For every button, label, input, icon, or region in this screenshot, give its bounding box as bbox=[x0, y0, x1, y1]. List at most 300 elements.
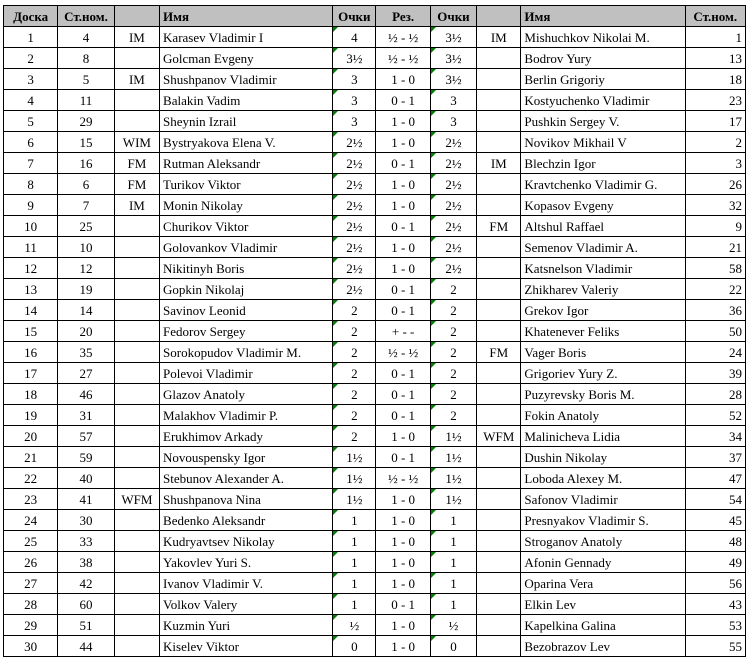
black-player-name: Katsnelson Vladimir bbox=[521, 258, 685, 279]
game-result: 0 - 1 bbox=[376, 153, 430, 174]
white-player-name: Kuzmin Yuri bbox=[160, 615, 333, 636]
white-start-number: 31 bbox=[58, 405, 114, 426]
black-points: 2 bbox=[430, 384, 476, 405]
white-player-name: Sorokopudov Vladimir M. bbox=[160, 342, 333, 363]
black-points: 1½ bbox=[430, 447, 476, 468]
table-body bbox=[4, 27, 746, 657]
white-start-number: 44 bbox=[58, 636, 114, 657]
black-points: 1 bbox=[430, 594, 476, 615]
board-number: 27 bbox=[4, 573, 58, 594]
white-points: 1 bbox=[333, 573, 376, 594]
header-black-start-number: Ст.ном. bbox=[685, 6, 745, 27]
white-points: ½ bbox=[333, 615, 376, 636]
table-row bbox=[4, 489, 746, 510]
game-result: 1 - 0 bbox=[376, 426, 430, 447]
table-row bbox=[4, 237, 746, 258]
black-start-number: 55 bbox=[685, 636, 745, 657]
table-row bbox=[4, 615, 746, 636]
white-points: 1½ bbox=[333, 489, 376, 510]
board-number: 6 bbox=[4, 132, 58, 153]
white-start-number: 6 bbox=[58, 174, 114, 195]
black-start-number: 43 bbox=[685, 594, 745, 615]
table-row bbox=[4, 552, 746, 573]
white-player-name: Savinov Leonid bbox=[160, 300, 333, 321]
white-title bbox=[114, 300, 159, 321]
white-title bbox=[114, 594, 159, 615]
white-player-name: Volkov Valery bbox=[160, 594, 333, 615]
black-start-number: 52 bbox=[685, 405, 745, 426]
white-player-name: Balakin Vadim bbox=[160, 90, 333, 111]
game-result: 0 - 1 bbox=[376, 279, 430, 300]
black-title bbox=[477, 237, 521, 258]
white-player-name: Karasev Vladimir I bbox=[160, 27, 333, 48]
board-number: 14 bbox=[4, 300, 58, 321]
header-result: Рез. bbox=[376, 6, 430, 27]
black-start-number: 50 bbox=[685, 321, 745, 342]
white-points: 2 bbox=[333, 426, 376, 447]
board-number: 11 bbox=[4, 237, 58, 258]
black-points: 1 bbox=[430, 573, 476, 594]
header-board: Доска bbox=[4, 6, 58, 27]
black-title: IM bbox=[477, 27, 521, 48]
black-title bbox=[477, 300, 521, 321]
black-title: IM bbox=[477, 153, 521, 174]
white-start-number: 8 bbox=[58, 48, 114, 69]
black-player-name: Elkin Lev bbox=[521, 594, 685, 615]
white-player-name: Bedenko Aleksandr bbox=[160, 510, 333, 531]
game-result: 0 - 1 bbox=[376, 405, 430, 426]
white-start-number: 60 bbox=[58, 594, 114, 615]
black-points: 1½ bbox=[430, 468, 476, 489]
white-start-number: 4 bbox=[58, 27, 114, 48]
table-row bbox=[4, 342, 746, 363]
black-player-name: Grigoriev Yury Z. bbox=[521, 363, 685, 384]
board-number: 1 bbox=[4, 27, 58, 48]
black-start-number: 39 bbox=[685, 363, 745, 384]
table-row bbox=[4, 279, 746, 300]
black-points: 3 bbox=[430, 90, 476, 111]
black-points: 1 bbox=[430, 552, 476, 573]
white-title: WFM bbox=[114, 489, 159, 510]
black-start-number: 21 bbox=[685, 237, 745, 258]
black-title bbox=[477, 468, 521, 489]
white-player-name: Churikov Viktor bbox=[160, 216, 333, 237]
black-player-name: Afonin Gennady bbox=[521, 552, 685, 573]
black-title: FM bbox=[477, 342, 521, 363]
black-title bbox=[477, 405, 521, 426]
game-result: 0 - 1 bbox=[376, 216, 430, 237]
black-points: 1 bbox=[430, 531, 476, 552]
black-player-name: Kapelkina Galina bbox=[521, 615, 685, 636]
white-start-number: 14 bbox=[58, 300, 114, 321]
white-start-number: 41 bbox=[58, 489, 114, 510]
white-points: 2½ bbox=[333, 132, 376, 153]
white-points: 2 bbox=[333, 363, 376, 384]
white-points: 3 bbox=[333, 90, 376, 111]
white-title bbox=[114, 48, 159, 69]
white-points: 3 bbox=[333, 69, 376, 90]
board-number: 7 bbox=[4, 153, 58, 174]
black-title bbox=[477, 510, 521, 531]
white-points: 0 bbox=[333, 636, 376, 657]
black-start-number: 37 bbox=[685, 447, 745, 468]
black-title bbox=[477, 195, 521, 216]
white-start-number: 12 bbox=[58, 258, 114, 279]
white-title bbox=[114, 363, 159, 384]
white-player-name: Shushpanova Nina bbox=[160, 489, 333, 510]
white-start-number: 20 bbox=[58, 321, 114, 342]
black-points: 2½ bbox=[430, 258, 476, 279]
game-result: 1 - 0 bbox=[376, 258, 430, 279]
black-player-name: Loboda Alexey M. bbox=[521, 468, 685, 489]
white-points: 2 bbox=[333, 300, 376, 321]
black-points: 2 bbox=[430, 321, 476, 342]
black-start-number: 48 bbox=[685, 531, 745, 552]
black-title: WFM bbox=[477, 426, 521, 447]
header-black-title bbox=[477, 6, 521, 27]
white-title bbox=[114, 531, 159, 552]
black-start-number: 53 bbox=[685, 615, 745, 636]
black-points: 2 bbox=[430, 342, 476, 363]
board-number: 9 bbox=[4, 195, 58, 216]
white-title bbox=[114, 615, 159, 636]
black-player-name: Kravtchenko Vladimir G. bbox=[521, 174, 685, 195]
black-player-name: Novikov Mikhail V bbox=[521, 132, 685, 153]
black-start-number: 47 bbox=[685, 468, 745, 489]
game-result: ½ - ½ bbox=[376, 48, 430, 69]
game-result: 1 - 0 bbox=[376, 237, 430, 258]
board-number: 25 bbox=[4, 531, 58, 552]
game-result: 0 - 1 bbox=[376, 384, 430, 405]
white-points: 1½ bbox=[333, 447, 376, 468]
black-points: 2 bbox=[430, 405, 476, 426]
white-title bbox=[114, 447, 159, 468]
game-result: 1 - 0 bbox=[376, 132, 430, 153]
black-title bbox=[477, 111, 521, 132]
black-title bbox=[477, 531, 521, 552]
black-player-name: Safonov Vladimir bbox=[521, 489, 685, 510]
white-points: 3 bbox=[333, 111, 376, 132]
black-start-number: 34 bbox=[685, 426, 745, 447]
game-result: 1 - 0 bbox=[376, 111, 430, 132]
board-number: 17 bbox=[4, 363, 58, 384]
white-title bbox=[114, 237, 159, 258]
table-row bbox=[4, 48, 746, 69]
white-start-number: 15 bbox=[58, 132, 114, 153]
black-player-name: Mishuchkov Nikolai M. bbox=[521, 27, 685, 48]
black-start-number: 36 bbox=[685, 300, 745, 321]
white-title: WIM bbox=[114, 132, 159, 153]
table-row bbox=[4, 594, 746, 615]
white-points: 1 bbox=[333, 531, 376, 552]
white-start-number: 38 bbox=[58, 552, 114, 573]
black-title bbox=[477, 174, 521, 195]
black-points: 1 bbox=[430, 510, 476, 531]
table-header bbox=[4, 6, 746, 27]
black-player-name: Khatenever Feliks bbox=[521, 321, 685, 342]
white-start-number: 7 bbox=[58, 195, 114, 216]
black-start-number: 26 bbox=[685, 174, 745, 195]
white-player-name: Nikitinyh Boris bbox=[160, 258, 333, 279]
black-title bbox=[477, 594, 521, 615]
header-black-name: Имя bbox=[521, 6, 685, 27]
white-start-number: 42 bbox=[58, 573, 114, 594]
table-row bbox=[4, 531, 746, 552]
black-player-name: Presnyakov Vladimir S. bbox=[521, 510, 685, 531]
black-points: 2 bbox=[430, 363, 476, 384]
black-points: 2½ bbox=[430, 237, 476, 258]
black-points: 2½ bbox=[430, 216, 476, 237]
black-player-name: Malinicheva Lidia bbox=[521, 426, 685, 447]
black-title bbox=[477, 447, 521, 468]
black-title bbox=[477, 636, 521, 657]
white-title bbox=[114, 90, 159, 111]
black-points: 3 bbox=[430, 111, 476, 132]
table-row bbox=[4, 27, 746, 48]
board-number: 10 bbox=[4, 216, 58, 237]
black-player-name: Vager Boris bbox=[521, 342, 685, 363]
black-points: ½ bbox=[430, 615, 476, 636]
white-title bbox=[114, 405, 159, 426]
game-result: ½ - ½ bbox=[376, 27, 430, 48]
white-player-name: Ivanov Vladimir V. bbox=[160, 573, 333, 594]
black-title bbox=[477, 615, 521, 636]
white-title bbox=[114, 216, 159, 237]
black-player-name: Fokin Anatoly bbox=[521, 405, 685, 426]
white-title bbox=[114, 258, 159, 279]
game-result: 1 - 0 bbox=[376, 573, 430, 594]
white-player-name: Golovankov Vladimir bbox=[160, 237, 333, 258]
black-start-number: 32 bbox=[685, 195, 745, 216]
header-row bbox=[4, 6, 746, 27]
black-start-number: 13 bbox=[685, 48, 745, 69]
white-title bbox=[114, 279, 159, 300]
white-points: 2½ bbox=[333, 216, 376, 237]
black-title bbox=[477, 132, 521, 153]
white-points: 2 bbox=[333, 405, 376, 426]
white-start-number: 40 bbox=[58, 468, 114, 489]
table-row bbox=[4, 573, 746, 594]
table-row bbox=[4, 153, 746, 174]
white-start-number: 11 bbox=[58, 90, 114, 111]
white-player-name: Malakhov Vladimir P. bbox=[160, 405, 333, 426]
black-player-name: Berlin Grigoriy bbox=[521, 69, 685, 90]
table-row bbox=[4, 195, 746, 216]
white-player-name: Shushpanov Vladimir bbox=[160, 69, 333, 90]
black-start-number: 2 bbox=[685, 132, 745, 153]
white-player-name: Golcman Evgeny bbox=[160, 48, 333, 69]
black-player-name: Blechzin Igor bbox=[521, 153, 685, 174]
white-points: 2½ bbox=[333, 153, 376, 174]
table-row bbox=[4, 405, 746, 426]
board-number: 23 bbox=[4, 489, 58, 510]
white-title bbox=[114, 636, 159, 657]
white-title: IM bbox=[114, 69, 159, 90]
table-row bbox=[4, 468, 746, 489]
black-title bbox=[477, 363, 521, 384]
table-row bbox=[4, 111, 746, 132]
game-result: 1 - 0 bbox=[376, 510, 430, 531]
black-points: 1½ bbox=[430, 489, 476, 510]
black-points: 2½ bbox=[430, 174, 476, 195]
board-number: 13 bbox=[4, 279, 58, 300]
white-start-number: 25 bbox=[58, 216, 114, 237]
white-player-name: Gopkin Nikolaj bbox=[160, 279, 333, 300]
board-number: 24 bbox=[4, 510, 58, 531]
white-player-name: Kudryavtsev Nikolay bbox=[160, 531, 333, 552]
board-number: 4 bbox=[4, 90, 58, 111]
black-start-number: 3 bbox=[685, 153, 745, 174]
black-title: FM bbox=[477, 216, 521, 237]
white-points: 2½ bbox=[333, 258, 376, 279]
black-points: 3½ bbox=[430, 27, 476, 48]
black-title bbox=[477, 321, 521, 342]
black-start-number: 9 bbox=[685, 216, 745, 237]
black-points: 2½ bbox=[430, 195, 476, 216]
white-points: 1 bbox=[333, 552, 376, 573]
white-start-number: 59 bbox=[58, 447, 114, 468]
black-title bbox=[477, 69, 521, 90]
header-white-start-number: Ст.ном. bbox=[58, 6, 114, 27]
white-player-name: Turikov Viktor bbox=[160, 174, 333, 195]
game-result: 1 - 0 bbox=[376, 174, 430, 195]
game-result: ½ - ½ bbox=[376, 342, 430, 363]
black-points: 0 bbox=[430, 636, 476, 657]
board-number: 15 bbox=[4, 321, 58, 342]
table-row bbox=[4, 363, 746, 384]
white-player-name: Polevoi Vladimir bbox=[160, 363, 333, 384]
header-white-name: Имя bbox=[160, 6, 333, 27]
white-player-name: Novouspensky Igor bbox=[160, 447, 333, 468]
black-start-number: 22 bbox=[685, 279, 745, 300]
black-points: 1½ bbox=[430, 426, 476, 447]
game-result: 0 - 1 bbox=[376, 300, 430, 321]
black-player-name: Oparina Vera bbox=[521, 573, 685, 594]
board-number: 18 bbox=[4, 384, 58, 405]
header-black-points: Очки bbox=[430, 6, 476, 27]
white-points: 2 bbox=[333, 321, 376, 342]
white-player-name: Glazov Anatoly bbox=[160, 384, 333, 405]
game-result: ½ - ½ bbox=[376, 468, 430, 489]
black-start-number: 17 bbox=[685, 111, 745, 132]
white-player-name: Rutman Aleksandr bbox=[160, 153, 333, 174]
black-player-name: Puzyrevsky Boris M. bbox=[521, 384, 685, 405]
white-title bbox=[114, 111, 159, 132]
white-points: 2 bbox=[333, 384, 376, 405]
white-title bbox=[114, 510, 159, 531]
black-points: 3½ bbox=[430, 69, 476, 90]
white-points: 2½ bbox=[333, 174, 376, 195]
white-player-name: Fedorov Sergey bbox=[160, 321, 333, 342]
table-row bbox=[4, 216, 746, 237]
black-start-number: 24 bbox=[685, 342, 745, 363]
header-white-title bbox=[114, 6, 159, 27]
board-number: 2 bbox=[4, 48, 58, 69]
board-number: 12 bbox=[4, 258, 58, 279]
black-player-name: Dushin Nikolay bbox=[521, 447, 685, 468]
white-start-number: 35 bbox=[58, 342, 114, 363]
black-start-number: 58 bbox=[685, 258, 745, 279]
black-player-name: Kopasov Evgeny bbox=[521, 195, 685, 216]
board-number: 5 bbox=[4, 111, 58, 132]
black-points: 2½ bbox=[430, 132, 476, 153]
board-number: 19 bbox=[4, 405, 58, 426]
black-player-name: Kostyuchenko Vladimir bbox=[521, 90, 685, 111]
white-title bbox=[114, 552, 159, 573]
table-row bbox=[4, 300, 746, 321]
game-result: 1 - 0 bbox=[376, 615, 430, 636]
table-row bbox=[4, 69, 746, 90]
white-points: 4 bbox=[333, 27, 376, 48]
white-start-number: 19 bbox=[58, 279, 114, 300]
white-player-name: Yakovlev Yuri S. bbox=[160, 552, 333, 573]
black-start-number: 49 bbox=[685, 552, 745, 573]
black-player-name: Pushkin Sergey V. bbox=[521, 111, 685, 132]
table-row bbox=[4, 321, 746, 342]
table-row bbox=[4, 447, 746, 468]
white-start-number: 33 bbox=[58, 531, 114, 552]
white-title: IM bbox=[114, 27, 159, 48]
black-title bbox=[477, 489, 521, 510]
table-row bbox=[4, 174, 746, 195]
white-start-number: 57 bbox=[58, 426, 114, 447]
white-points: 1 bbox=[333, 594, 376, 615]
white-points: 2 bbox=[333, 342, 376, 363]
white-title: FM bbox=[114, 153, 159, 174]
black-start-number: 28 bbox=[685, 384, 745, 405]
black-start-number: 56 bbox=[685, 573, 745, 594]
black-points: 3½ bbox=[430, 48, 476, 69]
white-start-number: 46 bbox=[58, 384, 114, 405]
white-title bbox=[114, 321, 159, 342]
white-title: FM bbox=[114, 174, 159, 195]
black-title bbox=[477, 258, 521, 279]
board-number: 21 bbox=[4, 447, 58, 468]
white-points: 2½ bbox=[333, 195, 376, 216]
game-result: 1 - 0 bbox=[376, 636, 430, 657]
black-player-name: Bezobrazov Lev bbox=[521, 636, 685, 657]
table-row bbox=[4, 132, 746, 153]
game-result: 1 - 0 bbox=[376, 531, 430, 552]
black-player-name: Grekov Igor bbox=[521, 300, 685, 321]
black-start-number: 23 bbox=[685, 90, 745, 111]
pairings-table bbox=[3, 5, 746, 657]
white-title bbox=[114, 342, 159, 363]
black-player-name: Semenov Vladimir A. bbox=[521, 237, 685, 258]
white-title bbox=[114, 468, 159, 489]
board-number: 16 bbox=[4, 342, 58, 363]
white-start-number: 10 bbox=[58, 237, 114, 258]
table-row bbox=[4, 426, 746, 447]
black-title bbox=[477, 384, 521, 405]
game-result: 0 - 1 bbox=[376, 447, 430, 468]
black-points: 2 bbox=[430, 279, 476, 300]
white-player-name: Stebunov Alexander A. bbox=[160, 468, 333, 489]
white-title bbox=[114, 573, 159, 594]
black-player-name: Bodrov Yury bbox=[521, 48, 685, 69]
white-points: 1½ bbox=[333, 468, 376, 489]
game-result: 0 - 1 bbox=[376, 363, 430, 384]
white-player-name: Bystryakova Elena V. bbox=[160, 132, 333, 153]
white-player-name: Erukhimov Arkady bbox=[160, 426, 333, 447]
white-start-number: 27 bbox=[58, 363, 114, 384]
black-player-name: Altshul Raffael bbox=[521, 216, 685, 237]
white-start-number: 29 bbox=[58, 111, 114, 132]
white-points: 3½ bbox=[333, 48, 376, 69]
game-result: 1 - 0 bbox=[376, 489, 430, 510]
white-start-number: 16 bbox=[58, 153, 114, 174]
game-result: 1 - 0 bbox=[376, 552, 430, 573]
